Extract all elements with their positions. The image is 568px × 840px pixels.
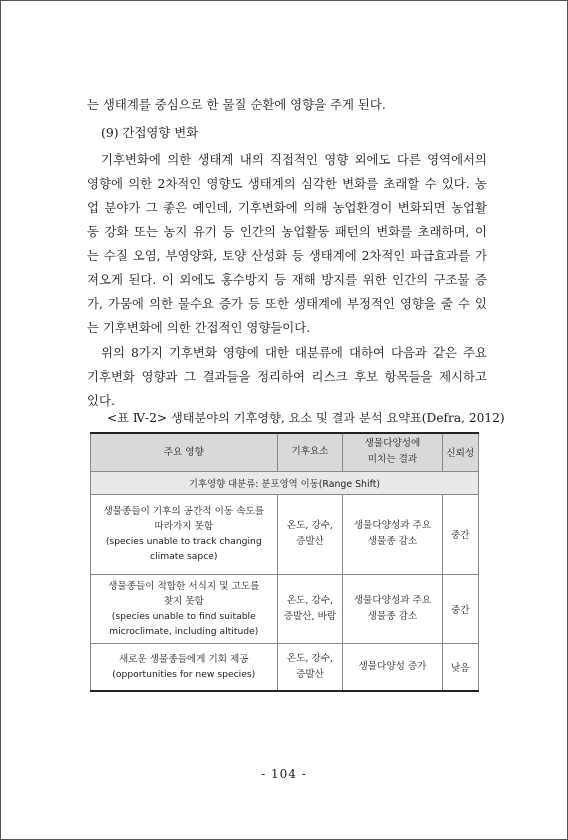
table-row — [91, 494, 479, 574]
category-row — [91, 471, 479, 494]
body-text-line: 져오게 된다. 이 외에도 홍수방지 등 재해 방지를 위한 인간의 구조물 증 — [87, 272, 487, 287]
factor-cell — [277, 494, 343, 574]
factor-line: 증발산 — [296, 536, 324, 547]
impact-ko-line: 생물종들이 기후의 공간적 이동 속도를 — [103, 506, 264, 517]
body-text-line: 동 강화 또는 농지 유기 등 인간의 농업활동 패턴의 변화를 초래하며, 이 — [87, 224, 487, 239]
result-line: 생물다양성과 주요 — [353, 520, 432, 531]
table-caption: <표 Ⅳ-2> 생태분야의 기후영향, 요소 및 결과 분석 요약표(Defra, 2012) — [107, 411, 505, 425]
reliability-cell: 낮음 — [442, 643, 478, 691]
body-text-line: 는 기후변화에 의한 간접적인 영향들이다. — [87, 320, 311, 335]
result-cell — [343, 574, 442, 643]
impact-ko-line: 찾지 못함 — [163, 595, 204, 607]
result-cell — [343, 494, 442, 574]
result-line: 생물종 감소 — [367, 536, 418, 547]
result-line: 생물종 감소 — [367, 610, 418, 622]
factor-line: 증발산, 바람 — [283, 610, 337, 622]
impact-cell — [91, 574, 278, 643]
body-text-line: 는 생태계를 중심으로 한 물질 순환에 영향을 주게 된다. — [87, 97, 386, 112]
factor-cell — [277, 643, 343, 691]
header-result — [343, 433, 442, 471]
impact-en-line: (species unable to find suitable — [111, 610, 256, 622]
summary-table — [90, 432, 479, 692]
page-number: - 104 - — [261, 767, 307, 781]
body-text-line: 업 분야가 그 좋은 예인데, 기후변화에 의해 농업환경이 변화되면 농업활 — [87, 200, 487, 215]
section-heading: (9) 간접영향 변화 — [101, 125, 199, 140]
impact-en-line: climate sapce) — [150, 551, 218, 562]
impact-en-line: (opportunities for new species) — [112, 668, 256, 680]
factor-line: 온도, 강수, — [286, 520, 334, 531]
impact-ko-line: 따라가지 못함 — [154, 521, 214, 532]
body-text-line: 는 수질 오염, 부영양화, 토양 산성화 등 생태계에 2차적인 파급효과를 가 — [87, 248, 487, 263]
impact-ko-line: 생물종들이 적합한 서식지 및 고도를 — [108, 580, 260, 592]
body-text-line: 기후변화에 의한 생태계 내의 직접적인 영향 외에도 다른 영역에서의 — [101, 152, 487, 167]
body-text-line: 가, 가뭄에 의한 물수요 증가 등 또한 생태계에 부정적인 영향을 줄 수 있 — [87, 296, 487, 311]
body-text-line: 영향에 의한 2차적인 영향도 생태계의 심각한 변화를 초래할 수 있다. 농 — [87, 176, 487, 191]
factor-line: 온도, 강수, — [286, 594, 334, 606]
factor-cell — [277, 574, 343, 643]
result-cell: 생물다양성 증가 — [343, 643, 442, 691]
impact-en-line: microclimate, including altitude) — [109, 625, 259, 637]
reliability-cell: 중간 — [442, 574, 478, 643]
table-header-row — [91, 433, 479, 471]
reliability-cell: 중간 — [442, 494, 478, 574]
header-reliability: 신뢰성 — [442, 433, 478, 471]
header-result-line: 미치는 결과 — [367, 454, 418, 466]
impact-cell — [91, 494, 278, 574]
table-row — [91, 643, 479, 691]
table-row — [91, 574, 479, 643]
impact-en-line: (species unable to track changing — [105, 536, 262, 547]
factor-line: 온도, 강수, — [286, 652, 334, 664]
category-label: 기후영향 대분류: 분포영역 이동(Range Shift) — [91, 471, 479, 494]
body-text-line: 위의 8가지 기후변화 영향에 대한 대분류에 대하여 다음과 같은 주요 — [101, 345, 487, 360]
factor-line: 증발산 — [296, 668, 324, 680]
header-impact: 주요 영향 — [91, 433, 278, 471]
header-factor: 기후요소 — [277, 433, 343, 471]
impact-ko-line: 새로운 생물종들에게 기회 제공 — [118, 653, 249, 665]
result-line: 생물다양성과 주요 — [353, 594, 432, 606]
body-text-line: 기후변화 영향과 그 결과들을 정리하여 리스크 후보 항목들을 제시하고 — [87, 369, 487, 384]
header-result-line: 생물다양성에 — [364, 438, 421, 450]
impact-cell — [91, 643, 278, 691]
body-text-line: 있다. — [87, 393, 115, 408]
